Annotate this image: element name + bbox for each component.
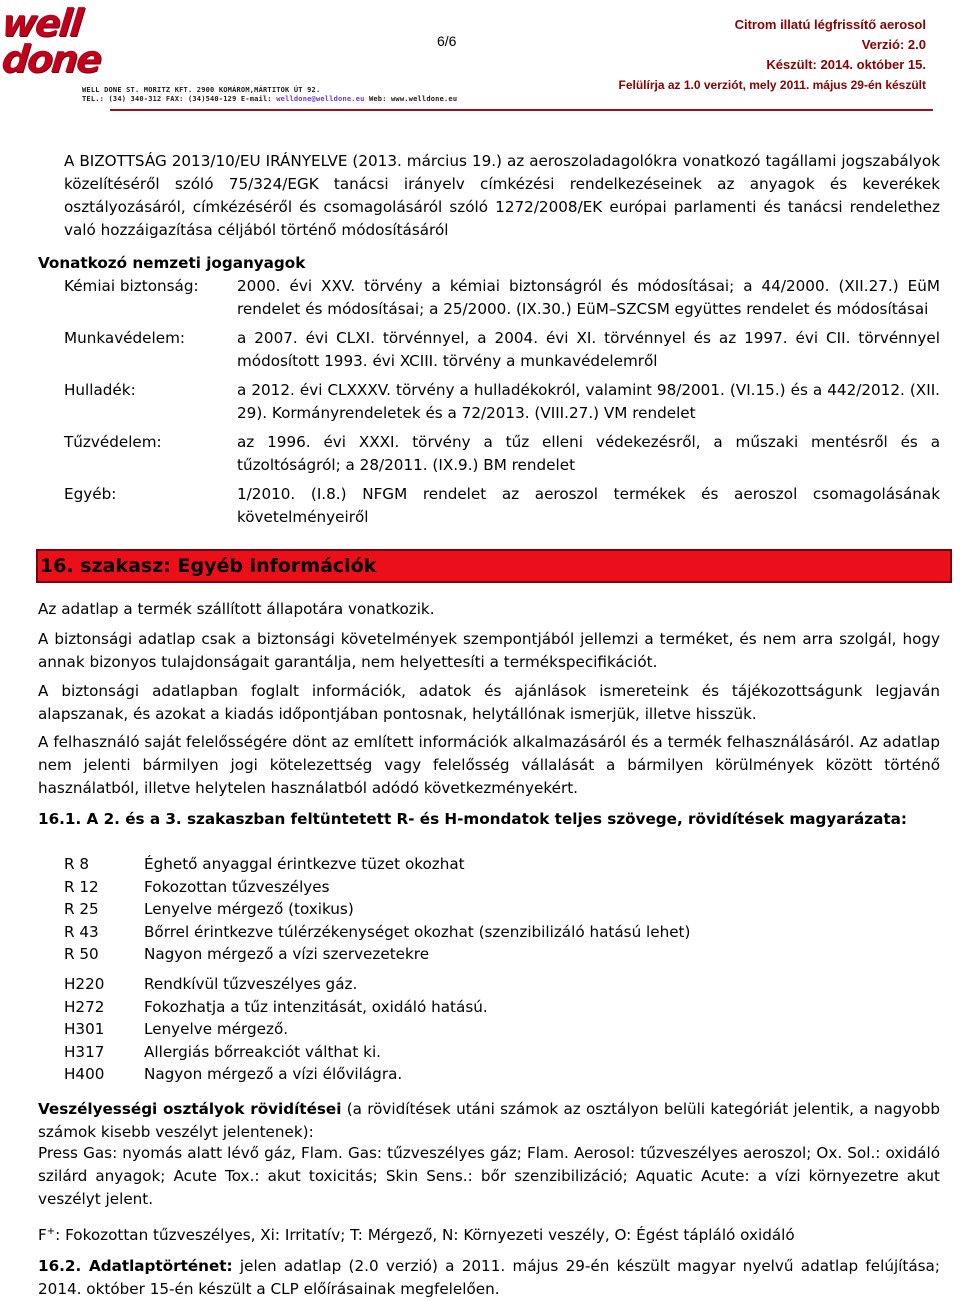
law-row-label: Munkavédelem:: [64, 329, 185, 347]
paragraph-information-basis: A biztonsági adatlapban foglalt információk, adatok és ajánlások ismereteink és tájékozottságunk legjaván alapszanak, és azokat a kiadás időpontjában pontosnak, helytállónak ismerjük, illetve hisszük.: [38, 682, 940, 723]
r-phrase-text: Nagyon mérgező a vízi szervezetekre: [144, 945, 430, 963]
r-phrase-row: [64, 943, 690, 966]
r-phrase-list: [64, 853, 690, 966]
h-phrase-row: [64, 996, 488, 1019]
h-phrase-text: Allergiás bőrreakciót válthat ki.: [144, 1042, 381, 1061]
page-header: [0, 0, 960, 110]
law-row-value: a 2007. évi CLXI. törvénnyel, a 2004. évi XI. törvénnyel és az 1997. évi CII. törvénnyel módosított 1993. évi XCIII. törvény a munkavédelemről: [237, 329, 940, 370]
r-phrase-code: R 25: [64, 900, 99, 918]
r-phrase-code: R 43: [64, 922, 99, 941]
h-phrase-text: Fokozhatja a tűz intenzitását, oxidáló hatású.: [144, 997, 488, 1016]
symbol-f-plus: +: [46, 1226, 56, 1237]
law-row-label: Kémiai biztonság:: [64, 277, 199, 295]
r-phrase-code: R 50: [64, 945, 99, 963]
law-row-value: az 1996. évi XXXI. törvény a tűz elleni védekezésről, a műszaki mentésről és a tűzoltóságról; a 28/2011. (IX.9.) BM rendelet: [237, 433, 940, 474]
product-name: Citrom illatú légfrissítő aerosol: [734, 17, 926, 32]
section-16-title: 16. szakasz: Egyéb információk: [40, 555, 377, 577]
created-label: Készült: 2014. október 15.: [766, 57, 926, 72]
hazard-class-note: (a rövidítések utáni számok az osztályon belüli kategóriát jelentik, a nagyobb számok kisebb veszélyt jelentenek):: [38, 1100, 940, 1141]
law-row: [64, 275, 940, 321]
directive-paragraph: A BIZOTTSÁG 2013/10/EU IRÁNYELVE (2013. március 19.) az aeroszoladagolókra vonatkozó tagállami jogszabályok közelítéséről szóló 75/324/EGK tanácsi irányelv címkézési rendelkezéseinek az anyagok és keverékek osztályozásáról, címkézéséről és csomagolásáról szóló 1272/2008/EK európai parlamenti és tanácsi rendelethez való hozzáigazítása céljából történő módosításáról: [64, 152, 940, 239]
revision-history-heading: 16.2. Adatlaptörténet:: [38, 1257, 233, 1275]
supersedes-label: Felülírja az 1.0 verziót, mely 2011. május 29-én készült: [618, 78, 926, 92]
hazard-class-list: Press Gas: nyomás alatt lévő gáz, Flam. Gas: tűzveszélyes gáz; Flam. Aerosol: tűzveszélyes aeroszol; Ox. Sol.: oxidáló szilárd anyagok; Acute Tox.: akut toxicitás; Skin Sens.: bőr szenzibilizáció; Aquatic Acute: a vízi környezetre akut veszélyt jelent.: [38, 1144, 940, 1208]
h-phrase-code: H272: [64, 997, 105, 1016]
hazard-class-heading: Veszélyességi osztályok rövidítései: [38, 1100, 342, 1118]
law-row-value: 1/2010. (I.8.) NFGM rendelet az aeroszol termékek és aeroszol csomagolásának követelményeiről: [237, 485, 940, 526]
company-email-link[interactable]: welldone@welldone.eu: [276, 95, 365, 103]
company-address: [82, 86, 320, 94]
r-phrase-row: [64, 853, 690, 876]
law-row-label: Tűzvédelem:: [64, 433, 162, 451]
company-web-text: Web: www.welldone.eu: [364, 95, 458, 103]
h-phrase-row: [64, 1018, 488, 1041]
company-contact-text: TEL.: (34) 340-312 FAX: (34)540-129 E-mail:: [82, 95, 277, 103]
paragraph-safety-scope: A biztonsági adatlap csak a biztonsági követelmények szempontjából jellemzi a terméket, és nem arra szolgál, hogy annak bizonyos tulajdonságait garantálja, nem helyettesíti a termékspecifikációt.: [38, 630, 940, 671]
section-16-header: [36, 549, 952, 583]
r-phrase-row: [64, 921, 690, 944]
r-phrase-row: [64, 898, 690, 921]
company-contact: [82, 95, 457, 103]
h-phrase-code: H400: [64, 1065, 105, 1083]
law-row-label: Egyéb:: [64, 485, 117, 503]
r-phrase-row: [64, 876, 690, 899]
h-phrase-text: Lenyelve mérgező.: [144, 1020, 289, 1038]
r-phrase-code: R 12: [64, 877, 99, 896]
header-divider: [110, 109, 933, 111]
r-phrase-code: R 8: [64, 855, 90, 873]
revision-history: [38, 1255, 940, 1301]
logo-text-well: well: [0, 1, 84, 45]
page-number: 6/6: [437, 33, 457, 49]
subsection-16-1-heading: 16.1. A 2. és a 3. szakaszban feltüntetett R- és H-mondatok teljes szövege, rövidítések magyarázata:: [38, 810, 907, 828]
law-row-label: Hulladék:: [64, 381, 136, 399]
law-row: [64, 327, 940, 373]
h-phrase-row: [64, 1041, 488, 1064]
paragraph-user-responsibility: A felhasználó saját felelősségére dönt az említett információk alkalmazásáról és a termék felhasználásáról. Az adatlap nem jelenti bármilyen jogi kötelezettség vagy felelősség vállalását a bármilyen körülmények között történő használatból, illetve helytelen használatból adódó következményekért.: [38, 733, 940, 797]
r-phrase-text: Bőrrel érintkezve túlérzékenységet okozhat (szenzibilizáló hatású lehet): [144, 922, 691, 941]
national-law-heading: Vonatkozó nemzeti joganyagok: [38, 254, 306, 272]
law-row: [64, 483, 940, 529]
company-logo: [0, 1, 110, 88]
symbol-f: F: [38, 1226, 47, 1245]
h-phrase-code: H301: [64, 1020, 105, 1038]
national-law-table: [64, 275, 940, 535]
law-row-value: a 2012. évi CLXXXV. törvény a hulladékokról, valamint 98/2001. (VI.15.) és a 442/2012. (XII. 29). Kormányrendeletek és a 72/2013. (VIII.27.) VM rendelet: [237, 381, 940, 422]
h-phrase-code: H317: [64, 1042, 105, 1061]
h-phrase-text: Rendkívül tűzveszélyes gáz.: [144, 975, 358, 993]
law-row-value: 2000. évi XXV. törvény a kémiai biztonságról és módosításai; a 44/2000. (XII.27.) EüM rendelet és módosításai; a 25/2000. (IX.30.) EüM–SZCSM együttes rendelet és módosításai: [237, 277, 940, 318]
h-phrase-list: [64, 973, 488, 1086]
h-phrase-code: H220: [64, 975, 105, 993]
hazard-class-intro: [38, 1098, 940, 1144]
law-row: [64, 379, 940, 425]
version-label: Verzió: 2.0: [861, 37, 926, 52]
r-phrase-text: Éghető anyaggal érintkezve tüzet okozhat: [144, 855, 465, 873]
symbol-legend-text: : Fokozottan tűzveszélyes, Xi: Irritatív; T: Mérgező, N: Környezeti veszély, O: Égést tápláló oxidáló: [55, 1226, 795, 1245]
logo-text-done: done: [0, 37, 103, 81]
revision-history-text: jelen adatlap (2.0 verzió) a 2011. május 29-én készült magyar nyelvű adatlap felújítása; 2014. október 15-én készült a CLP előírásainak megfelelően.: [38, 1257, 940, 1298]
symbol-legend: [38, 1220, 940, 1247]
law-row: [64, 431, 940, 477]
r-phrase-text: Fokozottan tűzveszélyes: [144, 877, 330, 896]
h-phrase-text: Nagyon mérgező a vízi élővilágra.: [144, 1065, 403, 1083]
document-meta: [619, 15, 926, 95]
h-phrase-row: [64, 973, 488, 996]
r-phrase-text: Lenyelve mérgező (toxikus): [144, 900, 354, 918]
h-phrase-row: [64, 1063, 488, 1086]
company-address-text: WELL DONE ST. MORITZ KFT. 2900 KOMÁROM,MÁRTITOK ÚT 92.: [82, 86, 321, 94]
paragraph-product-state: Az adatlap a termék szállított állapotára vonatkozik.: [38, 600, 435, 618]
